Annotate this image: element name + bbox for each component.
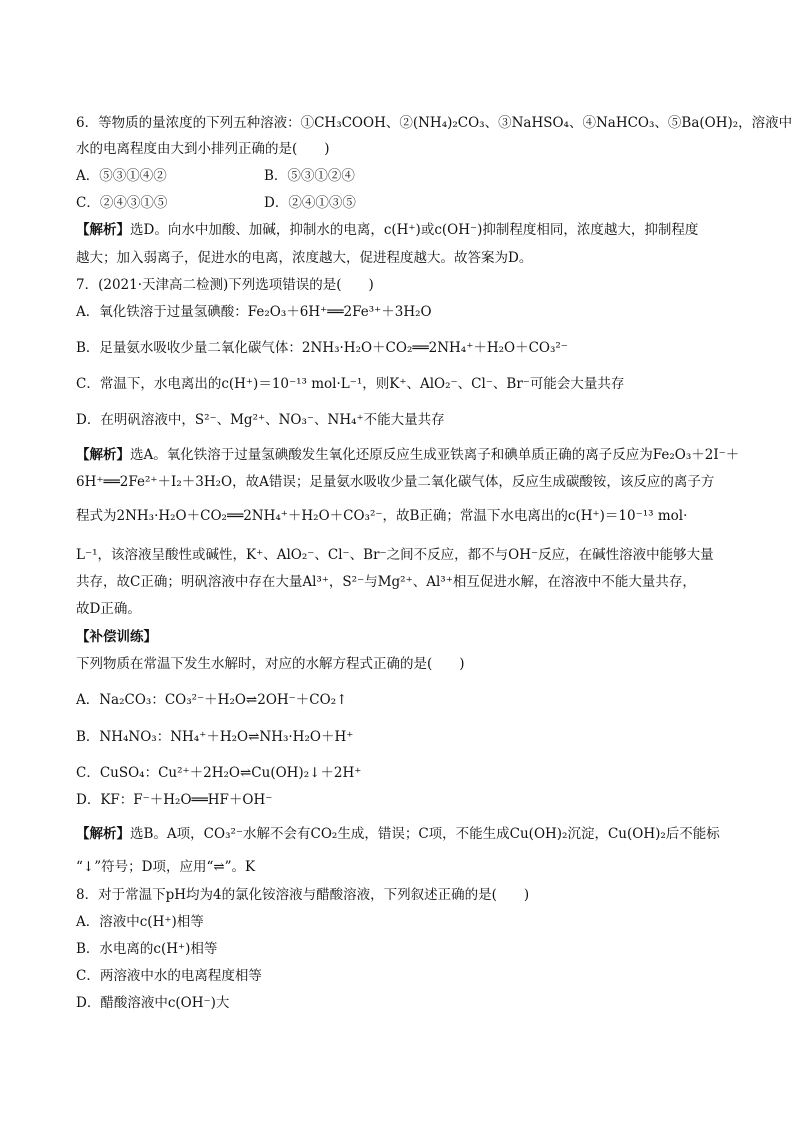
q6-analysis-text-1: 选D。向水中加酸、加碱，抑制水的电离，c(H⁺)或c(OH⁻)抑制程度相同，浓度越大，抑制程度 xyxy=(130,222,699,238)
q7-option-c: C．常温下，水电离出的c(H⁺)＝10⁻¹³ mol·L⁻¹，则K⁺、AlO₂⁻、Cl⁻、Br⁻可能会大量共存 xyxy=(76,376,625,392)
q7-analysis-tag: 【解析】 xyxy=(76,447,130,463)
q7-analysis-line-4: L⁻¹，该溶液呈酸性或碱性，K⁺、AlO₂⁻、Cl⁻、Br⁻之间不反应，都不与OH⁻反应，在碱性溶液中能够大量 xyxy=(76,547,714,563)
q7-analysis-line-6: 故D正确。 xyxy=(76,601,141,617)
q8-option-b: B．水电离的c(H⁺)相等 xyxy=(76,941,218,957)
q8-option-a: A．溶液中c(H⁺)相等 xyxy=(76,914,204,930)
q6-analysis-line-1 xyxy=(76,220,698,240)
q8-option-d: D．醋酸溶液中c(OH⁻)大 xyxy=(76,995,230,1011)
q6-analysis-tag: 【解析】 xyxy=(76,222,130,238)
supplement-option-d: D．KF：F⁻＋H₂O══HF＋OH⁻ xyxy=(76,792,273,808)
supplement-option-a: A．Na₂CO₃：CO₃²⁻＋H₂O⇌2OH⁻＋CO₂↑ xyxy=(76,692,348,708)
q8-option-c: C．两溶液中水的电离程度相等 xyxy=(76,968,262,984)
q7-analysis-line-3: 程式为2NH₃·H₂O＋CO₂══2NH₄⁺＋H₂O＋CO₃²⁻，故B正确；常温下水电离出的c(H⁺)＝10⁻¹³ mol· xyxy=(76,508,688,524)
q6-analysis-line-2: 越大；加入弱离子，促进水的电离，浓度越大，促进程度越大。故答案为D。 xyxy=(76,250,533,266)
q7-analysis-text-1: 选A。氧化铁溶于过量氢碘酸发生氧化还原反应生成亚铁离子和碘单质正确的离子反应为Fe₂O₃＋2I⁻＋ xyxy=(130,447,740,463)
supplement-analysis-line-2: “↓”符号；D项，应用“⇌”。K xyxy=(76,859,256,875)
q8-stem: 8．对于常温下pH均为4的氯化铵溶液与醋酸溶液，下列叙述正确的是( ) xyxy=(76,887,530,903)
q6-stem-line-2: 水的电离程度由大到小排列正确的是( ) xyxy=(76,141,330,157)
q7-analysis-line-5: 共存，故C正确；明矾溶液中存在大量Al³⁺，S²⁻与Mg²⁺、Al³⁺相互促进水解，在溶液中不能大量共存， xyxy=(76,574,696,590)
q6-option-b: B．⑤③①②④ xyxy=(264,168,355,184)
supplement-option-b: B．NH₄NO₃：NH₄⁺＋H₂O⇌NH₃·H₂O＋H⁺ xyxy=(76,729,354,745)
supplement-analysis-tag: 【解析】 xyxy=(76,826,130,842)
q7-stem: 7．(2021·天津高二检测)下列选项错误的是( ) xyxy=(76,277,374,293)
q7-option-a: A．氧化铁溶于过量氢碘酸：Fe₂O₃＋6H⁺══2Fe³⁺＋3H₂O xyxy=(76,304,432,320)
supplement-stem: 下列物质在常温下发生水解时，对应的水解方程式正确的是( ) xyxy=(76,656,465,672)
q6-option-d: D．②④①③⑤ xyxy=(264,195,356,211)
q7-analysis-line-2: 6H⁺══2Fe²⁺＋I₂＋3H₂O，故A错误；足量氨水吸收少量二氧化碳气体，反应生成碳酸铵，该反应的离子方 xyxy=(76,474,715,490)
supplement-option-c: C．CuSO₄：Cu²⁺＋2H₂O⇌Cu(OH)₂↓＋2H⁺ xyxy=(76,765,362,781)
supplement-title: 【补偿训练】 xyxy=(76,629,157,645)
q7-option-d: D．在明矾溶液中，S²⁻、Mg²⁺、NO₃⁻、NH₄⁺不能大量共存 xyxy=(76,412,445,428)
q6-stem-line-1: 6．等物质的量浓度的下列五种溶液：①CH₃COOH、②(NH₄)₂CO₃、③NaHSO₄、④NaHCO₃、⑤Ba(OH)₂，溶液中 xyxy=(76,115,793,131)
supplement-analysis-text-1: 选B。A项，CO₃²⁻水解不会有CO₂生成，错误；C项，不能生成Cu(OH)₂沉淀，Cu(OH)₂后不能标 xyxy=(130,826,720,842)
q7-option-b: B．足量氨水吸收少量二氧化碳气体：2NH₃·H₂O＋CO₂══2NH₄⁺＋H₂O＋CO₃²⁻ xyxy=(76,340,568,356)
supplement-analysis-line-1 xyxy=(76,824,720,844)
q7-analysis-line-1 xyxy=(76,445,739,465)
q6-option-c: C．②④③①⑤ xyxy=(76,195,168,211)
q6-option-a: A．⑤③①④② xyxy=(76,168,167,184)
